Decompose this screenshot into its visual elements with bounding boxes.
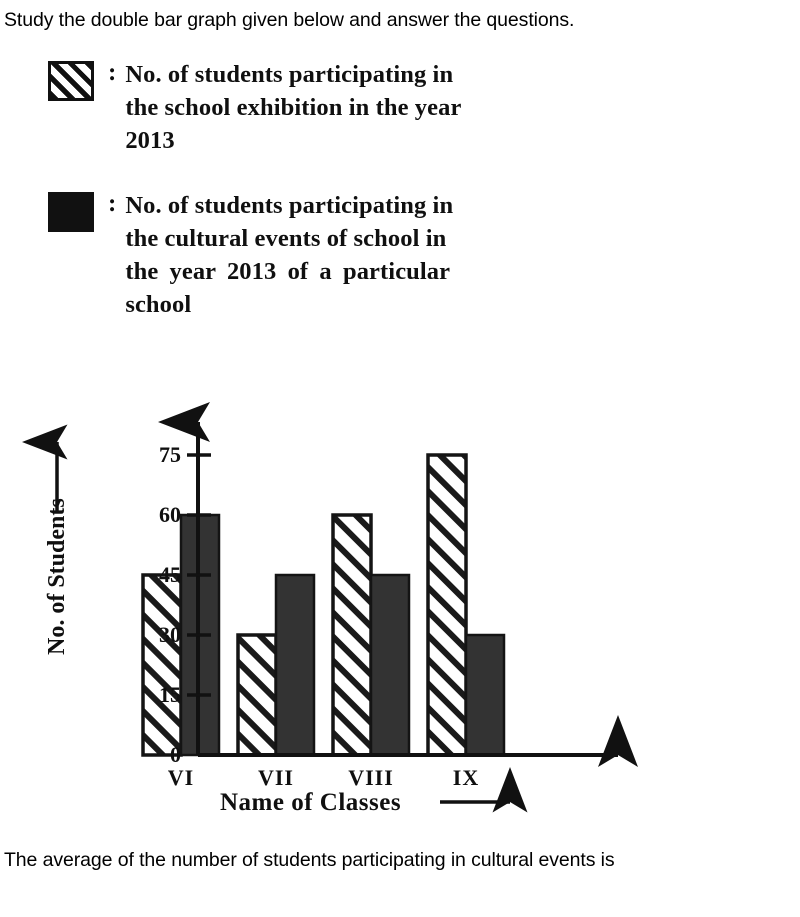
y-tick-label-60: 60 (159, 502, 181, 527)
y-tick-label-75: 75 (159, 442, 181, 467)
legend-label-cultural-line-2: the cultural events of school in (125, 225, 447, 252)
x-tick-label-viii: VIII (348, 765, 394, 790)
x-tick-label-ix: IX (452, 765, 480, 790)
x-tick-label-vii: VII (257, 765, 295, 790)
legend-colon-2: : (108, 190, 117, 217)
y-tick-label-30: 30 (159, 622, 181, 647)
legend-label-exhibition-line-3: 2013 (125, 127, 175, 154)
bar-vi-exhibition (143, 575, 181, 755)
legend-item-cultural (48, 189, 688, 321)
legend-label-exhibition-line-2: the school exhibition in the year (125, 94, 462, 121)
x-axis-title: Name of Classes (220, 789, 402, 816)
x-tick-label-vi: VI (167, 765, 195, 790)
chart-legend (48, 58, 688, 329)
legend-label-cultural-line-1: No. of students participating in (125, 192, 454, 219)
intro-question-text: Study the double bar graph given below and answer the questions. (4, 9, 575, 31)
y-axis-title: No. of Students (44, 498, 70, 655)
y-tick-label-15: 15 (159, 682, 181, 707)
bar-ix-exhibition (428, 455, 466, 755)
legend-swatch-solid-icon (48, 192, 94, 232)
y-tick-label-0: 0 (170, 742, 181, 767)
legend-colon-1: : (108, 59, 117, 86)
outro-question-text: The average of the number of students participating in cultural events is (4, 849, 615, 871)
legend-label-exhibition (125, 58, 461, 157)
bar-viii-cultural (371, 575, 409, 755)
bar-viii-exhibition (333, 515, 371, 755)
legend-label-exhibition-line-1: No. of students participating in (125, 61, 454, 88)
bar-vii-exhibition (238, 635, 276, 755)
legend-label-cultural-line-4: school (125, 291, 192, 318)
bar-vii-cultural (276, 575, 314, 755)
legend-swatch-hatched-icon (48, 61, 94, 101)
legend-item-exhibition (48, 58, 688, 157)
legend-label-cultural (125, 189, 453, 321)
bar-ix-cultural (466, 635, 504, 755)
y-tick-label-45: 45 (159, 562, 181, 587)
legend-label-cultural-line-3: the year 2013 of a particular (125, 258, 451, 285)
double-bar-chart (20, 400, 660, 840)
chart-canvas (20, 400, 660, 840)
